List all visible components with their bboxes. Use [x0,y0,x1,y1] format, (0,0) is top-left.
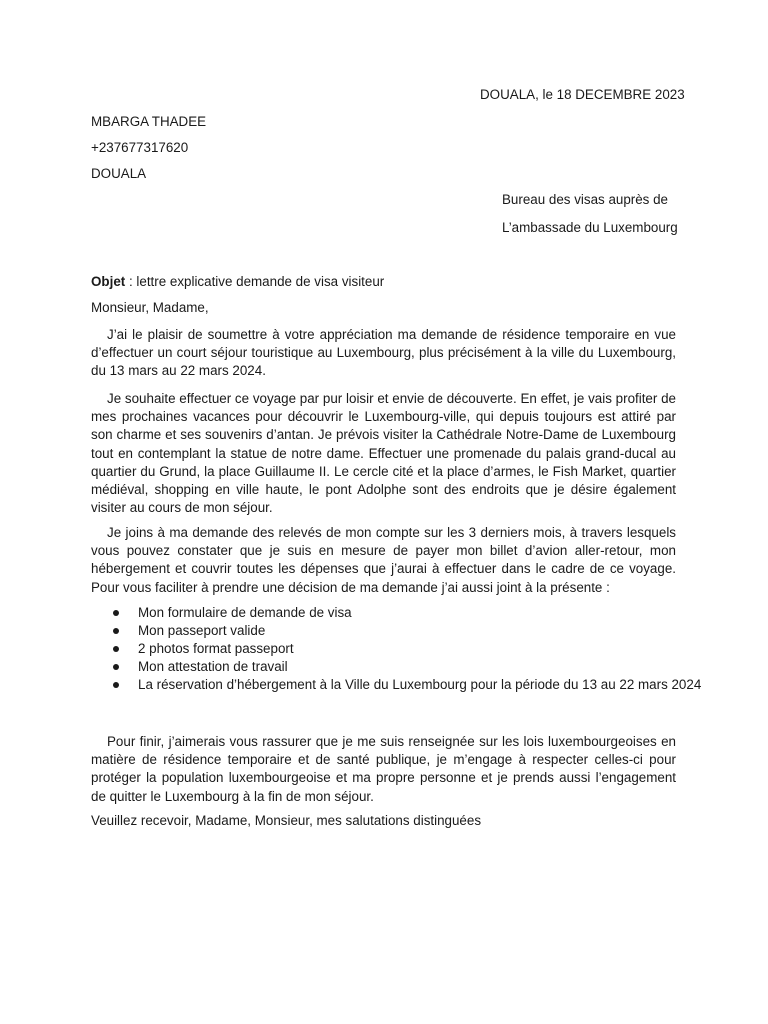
list-item [91,658,701,676]
recipient-line-1: Bureau des visas auprès de [502,192,668,207]
list-item [91,676,701,694]
letter-date: DOUALA, le 18 DECEMBRE 2023 [480,87,685,102]
sender-phone: +237677317620 [91,140,189,155]
list-item-text: Mon formulaire de demande de visa [138,605,352,620]
bullet-icon [113,628,119,634]
paragraph-finances: Je joins à ma demande des relevés de mon compte sur les 3 derniers mois, à travers lesquels vous pouvez constater que je suis en mesure de payer mon billet d’avion aller-retour, mon hébergement et couvrir toutes les dépenses que j’aurai à effectuer dans le cadre de ce voyage. Pour vous faciliter à prendre une décision de ma demande j’ai aussi joint à la présente : [91,525,676,595]
attachments-list [91,604,701,694]
list-item-text: Mon attestation de travail [138,659,288,674]
letter-object [91,274,384,289]
list-item [91,622,701,640]
letter-closing: Veuillez recevoir, Madame, Monsieur, mes salutations distinguées [91,813,482,828]
recipient-line-2: L’ambassade du Luxembourg [502,220,678,235]
paragraph-intro: J’ai le plaisir de soumettre à votre appréciation ma demande de résidence temporaire en vue d’effectuer un court séjour touristique au Luxembourg, plus précisément à la ville du Luxembourg, du 13 mars au 22 mars 2024. [91,327,676,379]
list-item [91,604,701,622]
paragraph-conclusion: Pour finir, j’aimerais vous rassurer que je me suis renseignée sur les lois luxembourgeoises en matière de résidence temporaire et de santé publique, je m’engage à respecter celles-ci pour protéger la population luxembourgeoise et ma propre personne et je prends aussi l’engagement de quitter le Luxembourg à la fin de mon séjour. [91,734,676,804]
object-text: : lettre explicative demande de visa visiteur [125,274,385,289]
bullet-icon [113,610,119,616]
bullet-icon [113,682,119,688]
list-item [91,640,701,658]
bullet-icon [113,646,119,652]
list-item-text: La réservation d’hébergement à la Ville du Luxembourg pour la période du 13 au 22 mars 2024 [138,677,702,692]
list-item-text: Mon passeport valide [138,623,266,638]
list-item-text: 2 photos format passeport [138,641,294,656]
sender-name: MBARGA THADEE [91,114,207,129]
letter-greeting: Monsieur, Madame, [91,300,209,315]
paragraph-purpose: Je souhaite effectuer ce voyage par pur loisir et envie de découverte. En effet, je vais profiter de mes prochaines vacances pour découvrir le Luxembourg-ville, qui depuis toujours est attiré par son charme et ses souvenirs d’antan. Je prévois visiter la Cathédrale Notre-Dame de Luxembourg tout en contemplant la statue de notre dame. Effectuer une promenade du palais grand-ducal au quartier du Grund, la place Guillaume II. Le cercle cité et la place d’armes, le Fish Market, quartier médiéval, shopping en ville haute, le pont Adolphe sont des endroits que je désire également visiter au cours de mon séjour. [91,391,676,516]
bullet-icon [113,664,119,670]
sender-city: DOUALA [91,166,147,181]
object-label: Objet [91,274,126,289]
